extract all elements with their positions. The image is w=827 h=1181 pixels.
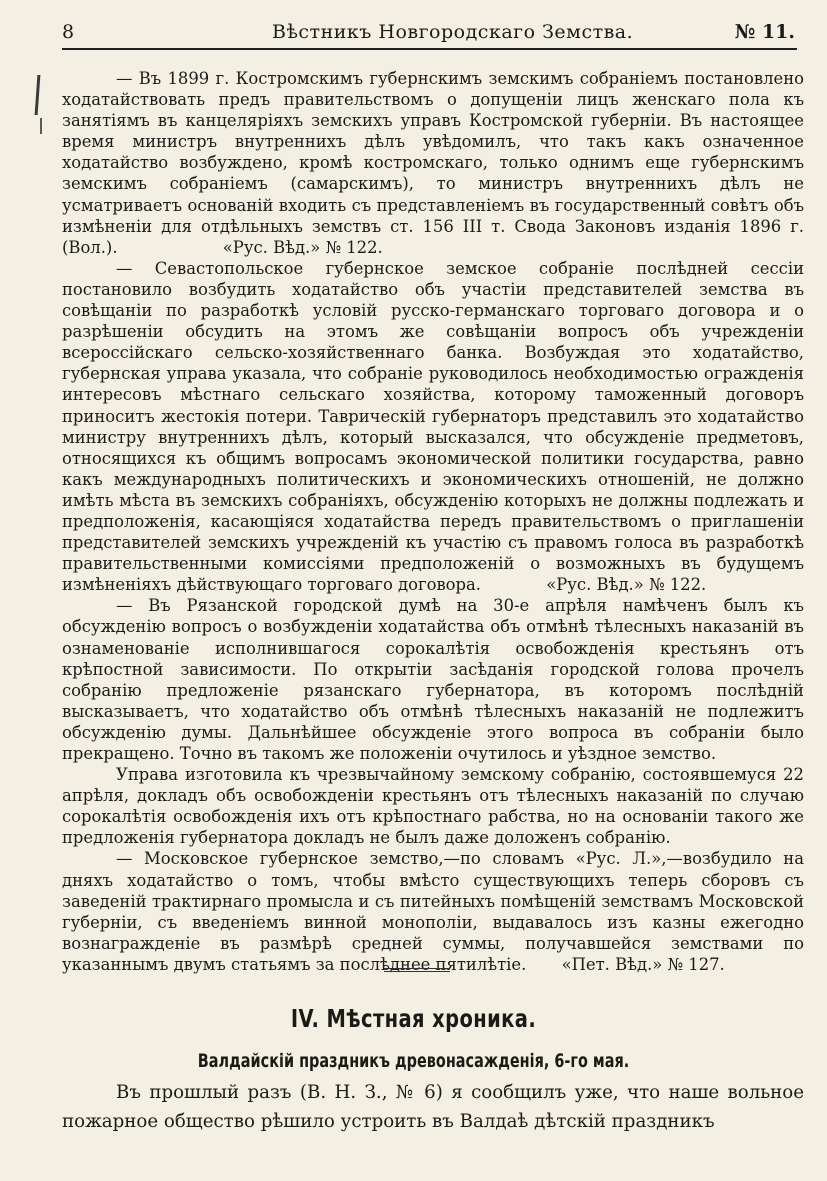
news-item-source: «Рус. Вѣд.» № 122. xyxy=(546,575,707,595)
article-opening-text: Въ прошлый разъ (В. Н. З., № 6) я сообщилъ уже, что наше вольное пожарное общество рѣшило устроить въ Валдаѣ дѣтскій праздникъ xyxy=(62,1082,804,1132)
issue-number: № 11. xyxy=(734,21,795,43)
page-number: 8 xyxy=(62,21,75,43)
article-opening xyxy=(62,1078,804,1136)
news-item-text: — Севастопольское губернское земское собраніе послѣдней сессіи постановило возбудить ходатайство объ участіи представителей земства въ совѣщаніи по разработкѣ условій русско-германскаго торговаго договора и о разрѣшеніи обсудить на этомъ же совѣщаніи вопросъ объ учрежденіи всероссійскаго сельско-хозяйственнаго банка. Возбуждая это ходатайство, губернская управа указала, что собраніе руководилось необходимостью огражденія интересовъ мѣстнаго сельскаго хозяйства, которому таможенный договоръ приноситъ жестокія потери. Таврическій губернаторъ представилъ это ходатайство министру внутреннихъ дѣлъ, который высказался, что обсужденіе предметовъ, относящихся къ общимъ вопросамъ экономической политики государства, равно какъ международныхъ политическихъ и экономическихъ отношеній, не должно имѣть мѣста въ земскихъ собраніяхъ, обсужденію которыхъ не должны подлежать и предположенія, касающіяся ходатайства передъ правительствомъ о приглашеніи представителей земскихъ учрежденій къ участію съ правомъ голоса въ разработкѣ правительственными комиссіями предположеній о возможныхъ въ будущемъ измѣненіяхъ дѣйствующаго торговаго договора. xyxy=(62,258,804,595)
news-item-ryazan xyxy=(62,595,804,764)
news-item-text: — Въ Рязанской городской думѣ на 30-е апрѣля намѣченъ былъ къ обсужденію вопросъ о возбужденіи ходатайства объ отмѣнѣ тѣлесныхъ наказаній въ ознаменованіе исполнившагося сорокалѣтія освобожденія крестьянъ отъ крѣпостной зависимости. По открытіи засѣданія городской голова прочелъ собранію предложеніе рязанскаго губернатора, въ которомъ послѣдній высказываетъ, что ходатайство объ отмѣнѣ тѣлесныхъ наказаній не подлежитъ обсужденію думы. Дальнѣйшее обсужденіе этого вопроса въ собраніи было прекращено. Точно въ такомъ же положеніи очутилось и уѣздное земство. xyxy=(62,596,804,763)
news-item-uprava xyxy=(62,764,804,848)
margin-pencil-mark xyxy=(35,75,41,115)
news-item-source: «Рус. Вѣд.» № 122. xyxy=(222,237,383,257)
running-header xyxy=(62,18,797,50)
news-item-sevastopol xyxy=(62,258,804,596)
news-item-text: Управа изготовила къ чрезвычайному земскому собранію, состоявшемуся 22 апрѣля, докладъ объ освобожденіи крестьянъ отъ тѣлесныхъ наказаній по случаю сорокалѣтія освобожденія ихъ отъ крѣпостнаго рабства, но на основаніи такого же предложенія губернатора докладъ не былъ даже доложенъ собранію. xyxy=(62,765,804,848)
news-item-source: «Пет. Вѣд.» № 127. xyxy=(561,954,725,974)
news-item-kostroma xyxy=(62,68,804,258)
journal-title: Вѣстникъ Новгородскаго Земства. xyxy=(272,21,634,43)
news-column xyxy=(62,68,804,975)
article-subheading: Валдайскій праздникъ древонасажденія, 6-го мая. xyxy=(197,1050,630,1072)
section-divider xyxy=(384,968,450,972)
news-item-text: — Московское губернское земство,—по словамъ «Рус. Л.»,—возбудило на дняхъ ходатайство о томъ, чтобы вмѣсто существующихъ теперь сборовъ съ заведеній трактирнаго промысла и съ питейныхъ помѣщеній земствамъ Московской губерніи, съ введеніемъ винной монополіи, выдавалось изъ казны ежегодно вознагражденіе въ размѣрѣ средней суммы, получавшейся земствами по указаннымъ двумъ статьямъ за послѣднее пятилѣтіе. xyxy=(62,849,804,974)
margin-pencil-mark-small xyxy=(40,118,42,134)
news-item-moscow xyxy=(62,848,804,975)
section-title: IV. Мѣстная хроника. xyxy=(290,1004,537,1033)
news-item-text: — Въ 1899 г. Костромскимъ губернскимъ земскимъ собраніемъ постановлено ходатайствовать предъ правительствомъ о допущеніи лицъ женскаго пола къ занятіямъ въ канцеляріяхъ земскихъ управъ Костромской губерніи. Въ настоящее время министръ внутреннихъ дѣлъ увѣдомилъ, что такъ какъ означенное ходатайство возбуждено, кромѣ костромскаго, только однимъ еще губернскимъ земскимъ собраніемъ (самарскимъ), то министръ внутреннихъ дѣлъ не усматриваетъ основаній входить съ представленіемъ въ государственный совѣтъ объ измѣненіи для отдѣльныхъ земствъ ст. 156 III т. Свода Законовъ изданія 1896 г. (Вол.). xyxy=(62,69,804,257)
